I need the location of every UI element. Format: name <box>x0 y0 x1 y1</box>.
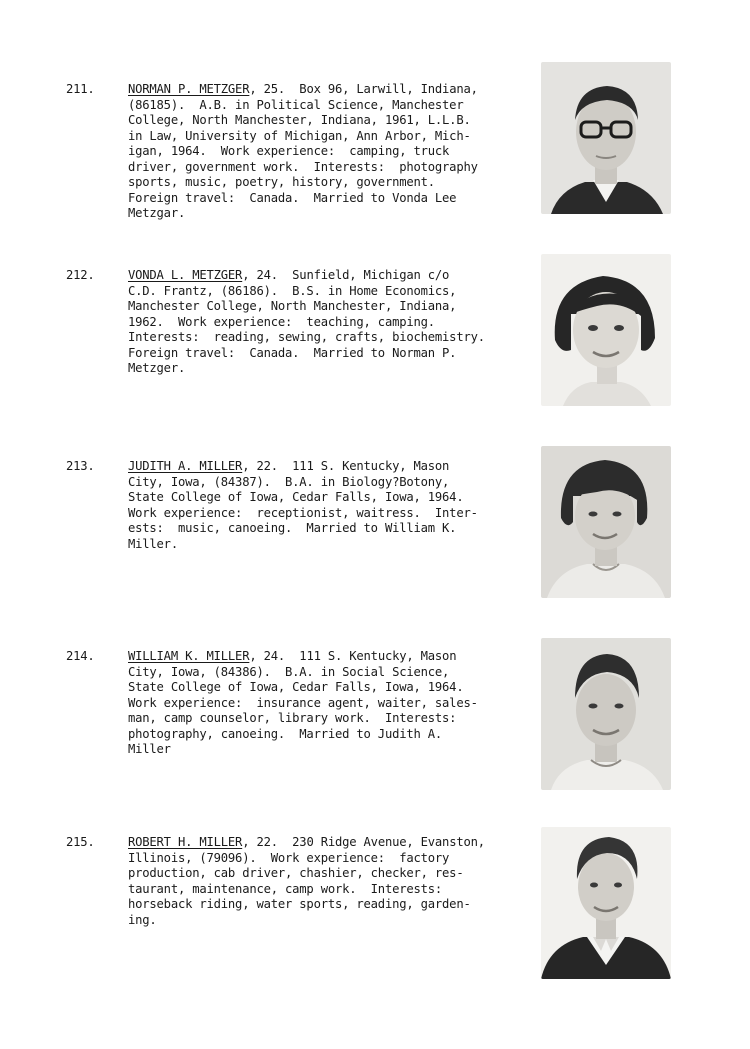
portrait-photo <box>541 62 671 214</box>
entry-name: VONDA L. METZGER <box>128 268 243 282</box>
entry-text <box>128 459 523 552</box>
entry-details: C.D. Frantz, (86186). B.S. in Home Economics, Manchester College, North Manchester, Indiana, 1962. Work experience: teaching, camping. Interests: reading, sewing, crafts, biochemistry. Foreign travel: Canada. Married to Norman P. Metzger. <box>128 283 485 375</box>
entry-name: JUDITH A. MILLER <box>128 459 243 473</box>
entry-text <box>128 268 523 377</box>
entry-age-address: , 24. 111 S. Kentucky, Mason <box>249 649 457 663</box>
portrait-photo-woman-icon <box>541 254 671 406</box>
entry-age-address: , 22. 111 S. Kentucky, Mason <box>242 459 450 473</box>
portrait-photo-man-sweater-icon <box>541 827 671 979</box>
entry-number: 213. <box>66 459 95 473</box>
entry-text <box>128 649 523 758</box>
portrait-photo <box>541 446 671 598</box>
entry-number: 211. <box>66 82 95 96</box>
entry-name: ROBERT H. MILLER <box>128 835 243 849</box>
portrait-photo-man-icon <box>541 638 671 790</box>
portrait-photo <box>541 827 671 979</box>
portrait-photo-woman-icon <box>541 446 671 598</box>
entry-details: City, Iowa, (84387). B.A. in Biology?Botony, State College of Iowa, Cedar Falls, Iowa, 1964. Work experience: receptionist, waitress. Inter- ests: music, canoeing. Married to William K. Miller. <box>128 474 478 551</box>
entry-number: 212. <box>66 268 95 282</box>
portrait-photo <box>541 638 671 790</box>
entry-number: 215. <box>66 835 95 849</box>
entry-details: City, Iowa, (84386). B.A. in Social Science, State College of Iowa, Cedar Falls, Iowa, 1964. Work experience: insurance agent, waiter, sales- man, camp counselor, library work. Interests: photography, canoeing. Married to Judith A. Miller <box>128 664 478 756</box>
entry-age-address: , 22. 230 Ridge Avenue, Evanston, <box>242 835 485 849</box>
entry-text <box>128 835 523 928</box>
entry-name: WILLIAM K. MILLER <box>128 649 250 663</box>
entry-details: Illinois, (79096). Work experience: factory production, cab driver, chashier, checker, res- taurant, maintenance, camp work. Interests: horseback riding, water sports, reading, garden- ing. <box>128 850 471 927</box>
portrait-photo-man-glasses-icon <box>541 62 671 214</box>
entry-details: (86185). A.B. in Political Science, Manchester College, North Manchester, Indiana, 1961, L.L.B. in Law, University of Michigan, Ann Arbor, Mich- igan, 1964. Work experience: camping, truck driver, government work. Interests: photography sports, music, poetry, history, government. Foreign travel: Canada. Married to Vonda Lee Metzgar. <box>128 97 478 220</box>
entry-age-address: , 24. Sunfield, Michigan c/o <box>242 268 450 282</box>
entry-text <box>128 82 523 222</box>
entry-age-address: , 25. Box 96, Larwill, Indiana, <box>249 82 478 96</box>
portrait-photo <box>541 254 671 406</box>
entry-name: NORMAN P. METZGER <box>128 82 250 96</box>
entry-number: 214. <box>66 649 95 663</box>
